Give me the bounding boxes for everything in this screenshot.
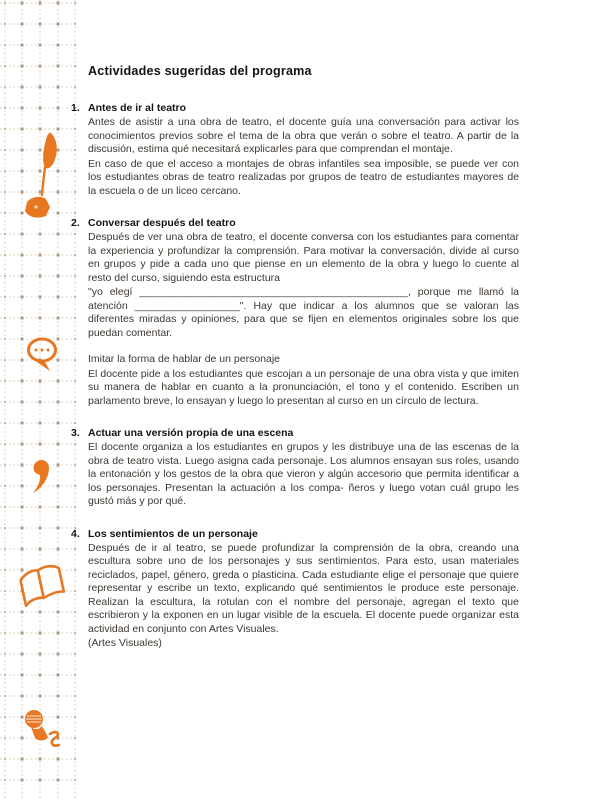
page-title: Actividades sugeridas del programa: [88, 64, 312, 78]
activity-heading: Antes de ir al teatro: [88, 102, 187, 114]
activity-item-1: [71, 102, 519, 198]
activity-heading: Los sentimientos de un personaje: [88, 527, 258, 540]
activity-paragraph: El docente pide a los estudiantes que escojan a un personaje de una obra vista y que imiten su manera de hablar en cuanto a la pronunciación, el tono y el contenido. Escriben un parlamento breve, lo ensayan y luego lo presentan al curso en un círculo de lectura.: [88, 367, 519, 407]
activity-paragraph: Antes de asistir a una obra de teatro, el docente guía una conversación para activar los conocimientos previos sobre el tema de la obra que verán o sobre el teatro. A partir de la discusión, estima qué necesitará explicarles para que comprendan el montaje.: [88, 116, 519, 155]
activity-item-4: [71, 527, 519, 651]
notebook-grid-pattern: [0, 0, 82, 800]
speech-bubble-icon: [26, 335, 60, 377]
activity-paragraph: Después de ir al teatro, se puede profundizar la comprensión de la obra, creando una escultura sobre uno de los personajes y sus sentimientos. Para esto, usan materiales reciclados, papel, género, greda o plasticina. Cada estudiante elige el personaje que quiere representar y escribe un texto, explicando qué sentimientos le produce este personaje. Realizan la escultura, la rotulan con el nombre del personaje, agregan el texto que escribieron y la exponen en un lugar visible de la escuela. El docente puede organizar esta actividad en conjunto con Artes Visuales.: [88, 541, 519, 635]
microphone-icon: [22, 707, 62, 755]
activity-paragraph: El docente organiza a los estudiantes en grupos y les distribuye una de las escenas de la obra de teatro vista. Luego asigna cada personaje. Los alumnos ensayan sus roles, usando la entonación y los gestos de la obra que vieron y algún accesorio que permita identificar a los personajes. Presentan la actuación a los compa- ñeros y luego votan cuál grupo les gustó más y por qué.: [88, 441, 519, 507]
fill-in-blank-quote: "yo elegí ______________________________________________, porque me llamó la atención __________________". Hay que indicar a los alumnos que se valoran las diferentes miradas y opiniones, para que se fijen en elementos originales sobre los que puedan comentar.: [88, 286, 519, 339]
activity-heading: Actuar una versión propia de una escena: [88, 427, 294, 439]
sub-activity-heading: Imitar la forma de hablar de un personaje: [88, 353, 281, 365]
activity-number: 4.: [71, 527, 80, 540]
activity-item-3: [71, 427, 519, 509]
activity-number: 2.: [71, 217, 80, 229]
text-column: [71, 64, 519, 670]
comma-icon: [33, 460, 49, 494]
quill-pen-icon: [20, 131, 66, 226]
activity-number: 1.: [71, 102, 80, 114]
activity-number: 3.: [71, 427, 80, 439]
activity-item-2: [71, 217, 519, 408]
activity-heading: Conversar después del teatro: [88, 217, 236, 229]
activity-paragraph: En caso de que el acceso a montajes de obras infantiles sea imposible, se puede ver con los estudiantes obras de teatro realizadas por grupos de teatro de estudiantes mayores de la escuela o de un liceo cercano.: [88, 157, 519, 197]
open-book-icon: [18, 558, 66, 612]
activity-paragraph: Después de ver una obra de teatro, el docente conversa con los estudiantes para comentar la experiencia y profundizar la comprensión. Para motivar la conversación, divide al curso en grupos y pide a cada uno que piense en un elemento de la obra y luego lo cuente al resto del curso, siguiendo esta estructura: [88, 231, 519, 284]
cross-reference-note: (Artes Visuales): [88, 637, 162, 649]
